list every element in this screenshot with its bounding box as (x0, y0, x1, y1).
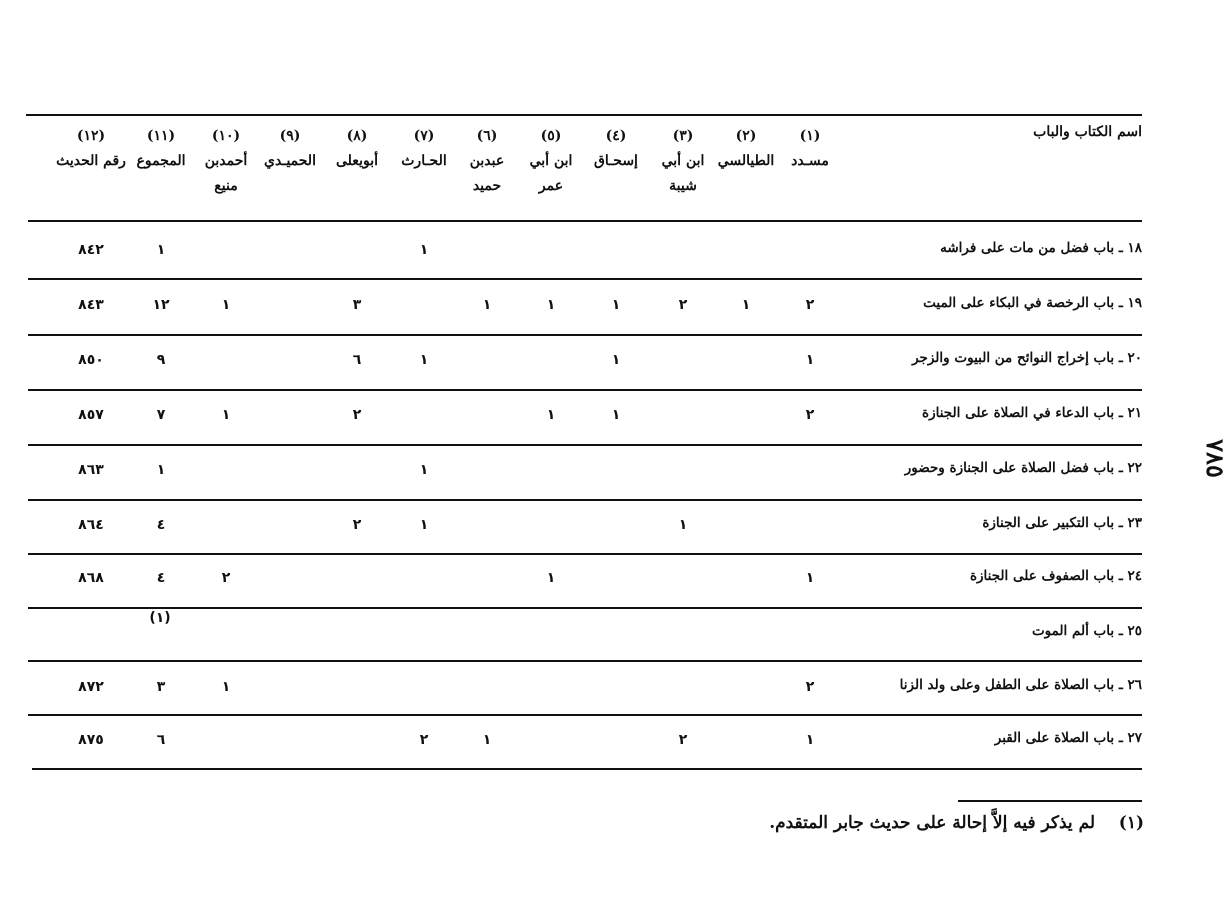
table-cell: ٧ (156, 407, 166, 423)
column-name-line: عمر (538, 178, 564, 194)
table-cell: ١ (419, 242, 429, 258)
column-name-line: أبويعلى (336, 153, 378, 169)
table-cell: ١ (221, 297, 231, 313)
column-name-line: ابن أبي (661, 153, 705, 169)
table-cell: ١ (805, 352, 815, 368)
table-cell: ٨٦٣ (78, 462, 104, 478)
table-cell: ٢ (221, 570, 231, 586)
footnote-text: لم يذكر فيه إلاَّ إحالة على حديث جابر المتقدم. (769, 813, 1096, 833)
chapter-label: ٢٠ ـ باب إخراج النوائح من البيوت والزجر (912, 350, 1142, 366)
row-rule (32, 768, 1142, 770)
table-cell: ٨٥٠ (78, 352, 104, 368)
table-cell: ١ (419, 352, 429, 368)
column-number: (٧) (413, 128, 435, 144)
table-cell: ١ (678, 517, 688, 533)
column-number: (٩) (279, 128, 301, 144)
table-cell: ١ (546, 407, 556, 423)
column-header-3 (662, 124, 705, 199)
table-cell: ٨٧٢ (78, 679, 104, 695)
table-cell: ٢ (678, 732, 688, 748)
column-header-11 (137, 124, 186, 174)
table-cell: ٤ (156, 570, 166, 586)
table-cell: ٢ (352, 517, 362, 533)
table-cell: ٨٥٧ (78, 407, 104, 423)
column-name-line: إسحـاق (594, 153, 638, 169)
column-header-book-chapter: اسم الكتاب والباب (1033, 124, 1142, 140)
chapter-label: ١٩ ـ باب الرخصة في البكاء على الميت (923, 295, 1142, 311)
column-name-line: شيبة (669, 178, 697, 194)
table-cell: ٣ (352, 297, 362, 313)
table-cell: ١ (482, 297, 492, 313)
row-rule (28, 334, 1142, 336)
column-header-9 (264, 124, 316, 174)
table-cell: ١٢ (152, 297, 170, 313)
table-cell: ٦ (352, 352, 362, 368)
table-cell: ٦ (156, 732, 166, 748)
table-cell: ٨٤٢ (78, 242, 104, 258)
column-name-line: الحميـدي (264, 153, 316, 169)
table-cell: ١ (611, 297, 621, 313)
table-cell: ٢ (678, 297, 688, 313)
table-cell: ٢ (805, 407, 815, 423)
column-number: (٣) (672, 128, 694, 144)
column-name-line: الطيالسي (717, 153, 775, 169)
table-cell: ٢ (805, 679, 815, 695)
table-cell: ١ (611, 352, 621, 368)
table-cell: ١ (221, 679, 231, 695)
chapter-label: ٢٢ ـ باب فضل الصلاة على الجنازة وحضور (904, 460, 1142, 476)
column-header-6 (470, 124, 504, 199)
column-name-line: منيع (214, 178, 238, 194)
column-header-8 (336, 124, 378, 174)
row-rule (28, 714, 1142, 716)
column-name-line: حميد (472, 178, 502, 194)
column-name-line: الحـارث (401, 153, 447, 169)
column-header-4 (594, 124, 638, 174)
column-name-line: أحمدبن (204, 153, 248, 169)
chapter-label: ٢٧ ـ باب الصلاة على القبر (994, 730, 1142, 746)
row-rule (28, 553, 1142, 555)
table-cell: ١ (156, 462, 166, 478)
column-header-12 (56, 124, 126, 174)
table-cell: ٨٤٣ (78, 297, 104, 313)
footnote-marker: (١) (1118, 813, 1144, 833)
column-number: (٥) (540, 128, 562, 144)
table-cell: ١ (805, 732, 815, 748)
table-cell: ٣ (156, 679, 166, 695)
footnote (769, 813, 1144, 833)
column-number: (١) (799, 128, 821, 144)
table-cell: ١ (482, 732, 492, 748)
table-cell: ٨٧٥ (78, 732, 104, 748)
chapter-label: ٢١ ـ باب الدعاء في الصلاة على الجنازة (922, 405, 1142, 421)
row-rule (28, 499, 1142, 501)
chapter-label: ٢٦ ـ باب الصلاة على الطفل وعلى ولد الزنا (899, 677, 1142, 693)
table-cell: ٨٦٤ (78, 517, 104, 533)
table-cell: ١ (156, 242, 166, 258)
chapter-label: ٢٥ ـ باب ألم الموت (1031, 623, 1142, 639)
row-rule (28, 660, 1142, 662)
table-cell: ١ (419, 462, 429, 478)
table-cell: ٩ (156, 352, 166, 368)
footnote-reference-marker: (١) (149, 610, 171, 626)
table-cell: ٢ (419, 732, 429, 748)
table-cell: ١ (546, 570, 556, 586)
column-header-5 (530, 124, 573, 199)
table-cell: ١ (741, 297, 751, 313)
column-header-1 (791, 124, 829, 174)
table-cell: ١ (611, 407, 621, 423)
column-number: (١٠) (211, 128, 241, 144)
footnote-rule (958, 800, 1142, 802)
table-cell: ٤ (156, 517, 166, 533)
header-bottom-rule (28, 220, 1142, 222)
page-number: ٧٨٥ (1200, 439, 1230, 478)
column-number: (١١) (146, 128, 176, 144)
table-cell: ١ (805, 570, 815, 586)
table-cell: ١ (419, 517, 429, 533)
column-number: (٢) (735, 128, 757, 144)
column-header-7 (401, 124, 447, 174)
table-cell: ٨٦٨ (78, 570, 104, 586)
column-number: (١٢) (76, 128, 106, 144)
column-name-line: عبدبن (469, 153, 505, 169)
row-rule (28, 607, 1142, 609)
chapter-label: ١٨ ـ باب فضل من مات على فراشه (940, 240, 1142, 256)
row-rule (28, 444, 1142, 446)
column-name-line: مسـدد (791, 153, 829, 169)
row-rule (28, 278, 1142, 280)
column-name-line: المجموع (136, 153, 186, 169)
table-cell: ١ (546, 297, 556, 313)
column-number: (٨) (346, 128, 368, 144)
column-name-line: ابن أبي (529, 153, 573, 169)
table-cell: ٢ (805, 297, 815, 313)
chapter-label: ٢٣ ـ باب التكبير على الجنازة (982, 515, 1142, 531)
column-number: (٤) (605, 128, 627, 144)
table-top-rule (26, 114, 1142, 116)
chapter-label: ٢٤ ـ باب الصفوف على الجنازة (969, 568, 1142, 584)
row-rule (28, 389, 1142, 391)
table-cell: ٢ (352, 407, 362, 423)
column-header-2 (718, 124, 775, 174)
table-cell: ١ (221, 407, 231, 423)
column-name-line: رقم الحديث (56, 153, 126, 169)
column-number: (٦) (476, 128, 498, 144)
column-header-10 (205, 124, 248, 199)
